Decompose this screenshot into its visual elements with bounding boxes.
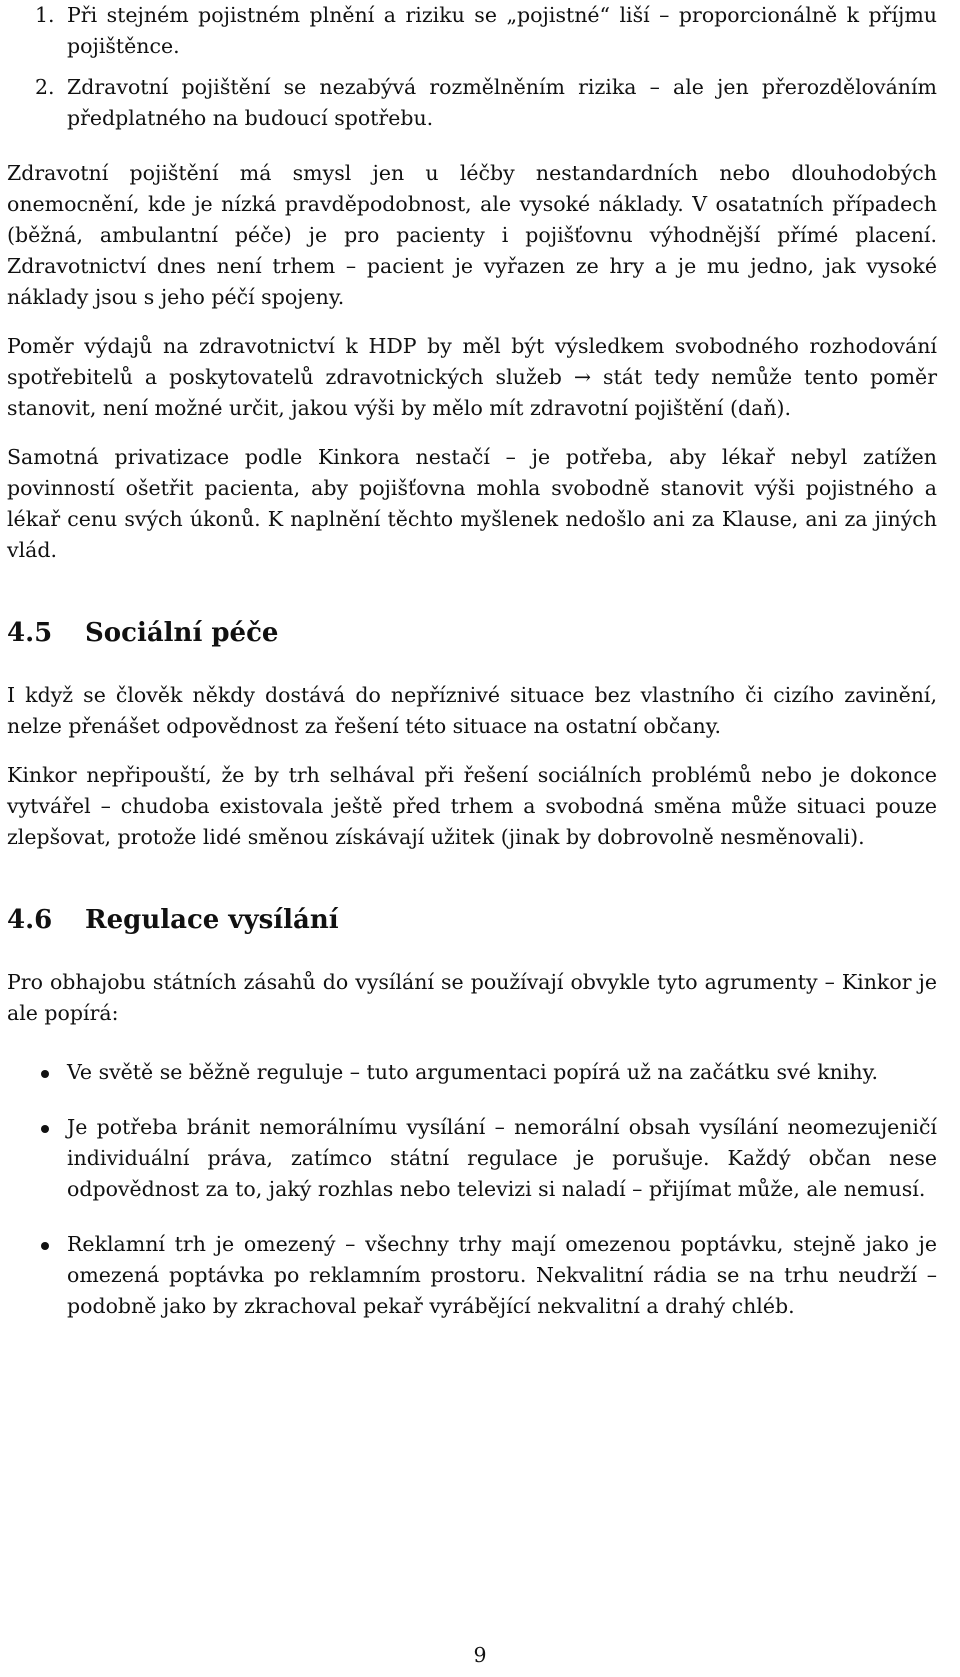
section-number: 4.5 — [7, 618, 53, 648]
list-item-text: Zdravotní pojištění se nezabývá rozmělněním rizika – ale jen přerozdělováním předplatného na budoucí spotřebu. — [67, 75, 937, 130]
list-item-text: Při stejném pojistném plnění a riziku se „pojistné“ liší – proporcionálně k příjmu pojištěnce. — [67, 3, 937, 58]
bullet-icon — [41, 1242, 49, 1250]
bullet-text: Reklamní trh je omezený – všechny trhy mají omezenou poptávku, stejně jako je omezená poptávka po reklamním prostoru. Nekvalitní rádia se na trhu neudrží – podobně jako by zkrachoval pekař vyrábějící nekvalitní a drahý chléb. — [67, 1232, 937, 1318]
bullet-list-item — [7, 1057, 937, 1088]
bullet-icon — [41, 1125, 49, 1133]
section-title: Regulace vysílání — [85, 905, 339, 935]
page-number: 9 — [473, 1643, 487, 1667]
paragraph: Poměr výdajů na zdravotnictví k HDP by měl být výsledkem svobodného rozhodování spotřebitelů a poskytovatelů zdravotnických služeb → stát tedy nemůže tento poměr stanovit, není možné určit, jakou výši by mělo mít zdravotní pojištění (daň). — [7, 334, 937, 420]
paragraph: Kinkor nepřipouští, že by trh selhával při řešení sociálních problémů nebo je dokonce vytvářel – chudoba existovala ještě před trhem a svobodná směna může situaci pouze zlepšovat, protože lidé směnou získávají užitek (jinak by dobrovolně nesměnovali). — [7, 763, 937, 849]
list-number: 1. — [35, 3, 55, 27]
bullet-list-item — [7, 1229, 937, 1322]
section-heading — [7, 903, 937, 937]
bullet-list-item — [7, 1112, 937, 1205]
numbered-list — [7, 0, 937, 134]
paragraph: I když se člověk někdy dostává do nepříznivé situace bez vlastního či cizího zavinění, nelze přenášet odpovědnost za řešení této situace na ostatní občany. — [7, 683, 937, 738]
section-title: Sociální péče — [85, 618, 279, 648]
bullet-text: Ve světě se běžně reguluje – tuto argumentaci popírá už na začátku své knihy. — [67, 1060, 878, 1084]
section-heading — [7, 616, 937, 650]
list-number: 2. — [35, 75, 55, 99]
numbered-list-item — [7, 72, 937, 134]
paragraph: Samotná privatizace podle Kinkora nestačí – je potřeba, aby lékař nebyl zatížen povinností ošetřit pacienta, aby pojišťovna mohla svobodně stanovit výši pojistného a lékař cenu svých úkonů. K naplnění těchto myšlenek nedošlo ani za Klause, ani za jiných vlád. — [7, 445, 937, 562]
numbered-list-item — [7, 0, 937, 62]
paragraph: Pro obhajobu státních zásahů do vysílání se používají obvykle tyto agrumenty – Kinkor je ale popírá: — [7, 970, 937, 1025]
paragraph: Zdravotní pojištění má smysl jen u léčby nestandardních nebo dlouhodobých onemocnění, kde je nízká pravděpodobnost, ale vysoké náklady. V osatatních případech (běžná, ambulantní péče) je pro pacienty i pojišťovnu výhodnější přímé placení. Zdravotnictví dnes není trhem – pacient je vyřazen ze hry a je mu jedno, jak vysoké náklady jsou s jeho péčí spojeny. — [7, 161, 937, 309]
document-page — [7, 0, 937, 1346]
bullet-icon — [41, 1070, 49, 1078]
section-number: 4.6 — [7, 905, 53, 935]
bullet-list — [7, 1057, 937, 1322]
bullet-text: Je potřeba bránit nemorálnímu vysílání – nemorální obsah vysílání neomezujeničí individuální práva, zatímco státní regulace je porušuje. Každý občan nese odpovědnost za to, jaký rozhlas nebo televizi si naladí – přijímat může, ale nemusí. — [67, 1115, 937, 1201]
